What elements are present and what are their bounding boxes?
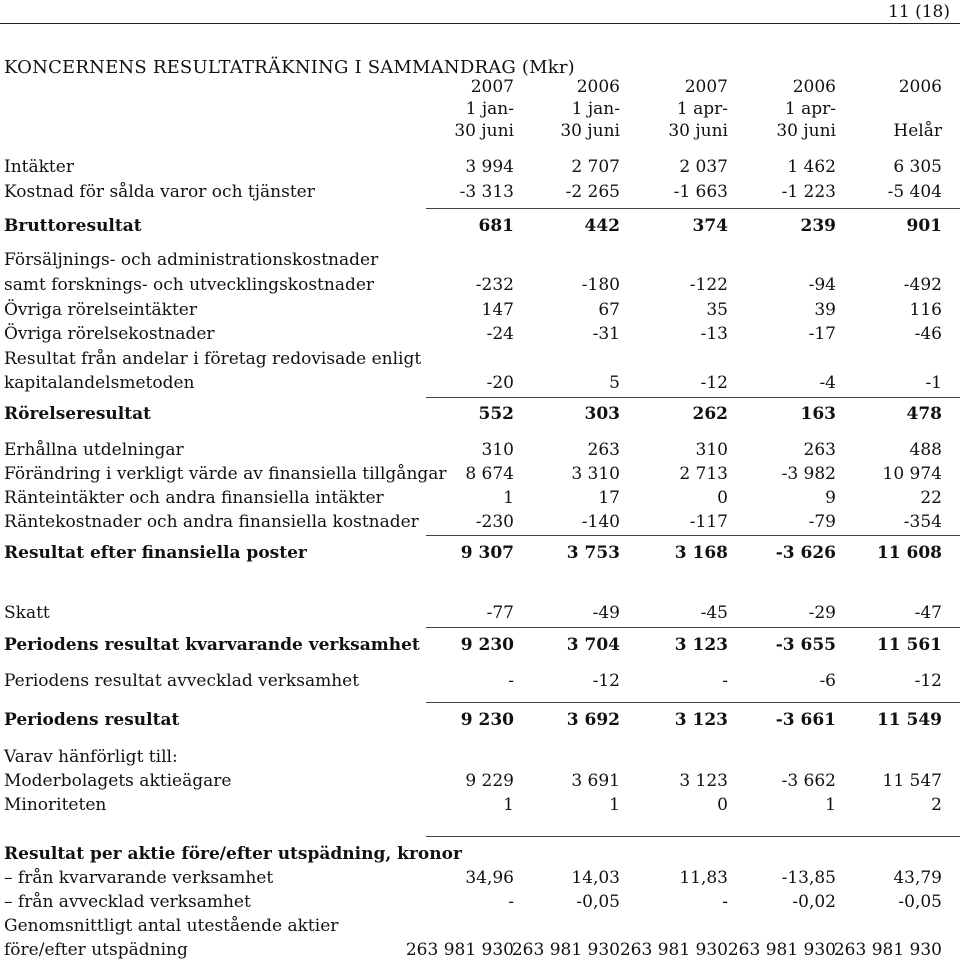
row-value-col-4: -3 626 — [775, 543, 836, 563]
row-label: Skatt — [4, 603, 50, 623]
row-value-col-2: -140 — [581, 512, 620, 532]
row-value-col-1: 552 — [478, 404, 514, 424]
row-value-col-4: -3 655 — [775, 635, 836, 655]
column-header-3-l3: 30 juni — [668, 121, 728, 141]
row-value-col-1: -77 — [486, 603, 514, 623]
row-value-col-4: -4 — [819, 373, 836, 393]
row-value-col-2: -2 265 — [565, 182, 620, 202]
row-label: Resultat från andelar i företag redovisade enligt — [4, 349, 422, 369]
table-row — [0, 867, 960, 889]
row-label: Förändring i verkligt värde av finansiella tillgångar — [4, 464, 447, 484]
row-value-col-1: 310 — [481, 440, 514, 460]
row-value-col-3: - — [722, 892, 728, 912]
row-value-col-5: -5 404 — [887, 182, 942, 202]
row-value-col-2: 17 — [598, 488, 620, 508]
row-value-col-5: 6 305 — [893, 157, 942, 177]
table-row — [0, 602, 960, 624]
row-value-col-4: -0,02 — [792, 892, 836, 912]
row-label: kapitalandelsmetoden — [4, 373, 195, 393]
row-value-col-5: 478 — [906, 404, 942, 424]
row-value-col-1: 9 229 — [465, 771, 514, 791]
row-value-col-3: 35 — [706, 300, 728, 320]
row-value-col-2: 1 — [609, 795, 620, 815]
column-header-1-year: 2007 — [470, 77, 514, 97]
table-row — [0, 215, 960, 237]
table-row — [0, 843, 960, 865]
row-label: Moderbolagets aktieägare — [4, 771, 232, 791]
row-value-col-5: -492 — [903, 275, 942, 295]
table-row — [0, 794, 960, 816]
row-value-col-5: 116 — [909, 300, 942, 320]
row-label: – från kvarvarande verksamhet — [4, 868, 274, 888]
row-value-col-5: 22 — [920, 488, 942, 508]
row-value-col-3: 2 037 — [679, 157, 728, 177]
row-label: – från avvecklad verksamhet — [4, 892, 251, 912]
row-value-col-2: 5 — [609, 373, 620, 393]
row-label: Genomsnittligt antal utestående aktier — [4, 916, 339, 936]
row-value-col-1: 8 674 — [465, 464, 514, 484]
row-value-col-1: -24 — [486, 324, 514, 344]
row-value-col-3: 3 123 — [674, 635, 728, 655]
row-value-col-1: 147 — [481, 300, 514, 320]
row-value-col-4: -29 — [808, 603, 836, 623]
row-value-col-4: 163 — [800, 404, 836, 424]
row-value-col-5: 901 — [906, 216, 942, 236]
row-value-col-2: -31 — [592, 324, 620, 344]
row-value-col-2: 3 753 — [566, 543, 620, 563]
row-value-col-4: -94 — [808, 275, 836, 295]
row-value-col-3: -13 — [700, 324, 728, 344]
column-header-5-year: 2006 — [898, 77, 942, 97]
row-value-col-2: 303 — [584, 404, 620, 424]
row-value-col-5: -46 — [914, 324, 942, 344]
row-value-col-4: -17 — [808, 324, 836, 344]
row-value-col-3: -12 — [700, 373, 728, 393]
row-value-col-5: -0,05 — [898, 892, 942, 912]
row-label: Försäljnings- och administrationskostnader — [4, 250, 379, 270]
row-label: Rörelseresultat — [4, 404, 151, 424]
table-row — [0, 915, 960, 937]
row-value-col-5: 11 561 — [876, 635, 942, 655]
row-value-col-2: -49 — [592, 603, 620, 623]
row-value-col-1: 1 — [503, 488, 514, 508]
row-value-col-4: 9 — [825, 488, 836, 508]
row-value-col-5: -1 — [925, 373, 942, 393]
row-value-col-2: 3 692 — [566, 710, 620, 730]
table-rule — [426, 397, 960, 398]
row-label: Kostnad för sålda varor och tjänster — [4, 182, 315, 202]
row-value-col-3: -1 663 — [673, 182, 728, 202]
row-value-col-3: 11,83 — [679, 868, 728, 888]
table-row — [0, 274, 960, 296]
table-row — [0, 511, 960, 533]
row-label: Bruttoresultat — [4, 216, 142, 236]
row-value-col-1: 9 230 — [460, 635, 514, 655]
row-value-col-5: 11 549 — [876, 710, 942, 730]
row-value-col-2: -180 — [581, 275, 620, 295]
row-label: Periodens resultat avvecklad verksamhet — [4, 671, 360, 691]
report-title: KONCERNENS RESULTATRÄKNING I SAMMANDRAG (Mkr) — [4, 57, 575, 78]
row-label: före/efter utspädning — [4, 940, 188, 960]
row-value-col-4: 239 — [800, 216, 836, 236]
row-value-col-3: 3 123 — [679, 771, 728, 791]
row-label: Periodens resultat — [4, 710, 180, 730]
column-header-1-l2: 1 jan- — [465, 99, 514, 119]
row-value-col-2: 263 981 930 — [511, 940, 620, 960]
table-row — [0, 770, 960, 792]
column-header-4-l3: 30 juni — [776, 121, 836, 141]
row-label: Erhållna utdelningar — [4, 440, 184, 460]
row-value-col-3: -117 — [689, 512, 728, 532]
row-value-col-3: -122 — [689, 275, 728, 295]
row-value-col-1: 1 — [503, 795, 514, 815]
row-value-col-4: -6 — [819, 671, 836, 691]
row-value-col-1: 9 307 — [460, 543, 514, 563]
table-row — [0, 299, 960, 321]
table-row — [0, 634, 960, 656]
row-value-col-5: 488 — [909, 440, 942, 460]
row-value-col-3: 0 — [717, 488, 728, 508]
row-value-col-3: 2 713 — [679, 464, 728, 484]
table-row — [0, 463, 960, 485]
row-value-col-4: 263 — [803, 440, 836, 460]
row-value-col-2: 2 707 — [571, 157, 620, 177]
row-label: Ränteintäkter och andra finansiella intäkter — [4, 488, 384, 508]
row-value-col-5: 10 974 — [882, 464, 942, 484]
row-value-col-2: 67 — [598, 300, 620, 320]
row-value-col-1: 9 230 — [460, 710, 514, 730]
row-label: Resultat per aktie före/efter utspädning, kronor — [4, 844, 462, 864]
row-value-col-2: 14,03 — [571, 868, 620, 888]
table-row — [0, 348, 960, 370]
table-row — [0, 372, 960, 394]
row-value-col-4: 1 — [825, 795, 836, 815]
table-row — [0, 403, 960, 425]
column-header-4-l2: 1 apr- — [784, 99, 836, 119]
row-value-col-2: -12 — [592, 671, 620, 691]
table-rule — [426, 836, 960, 837]
column-header-3-year: 2007 — [684, 77, 728, 97]
table-row — [0, 323, 960, 345]
table-rule — [426, 702, 960, 703]
row-value-col-2: 442 — [584, 216, 620, 236]
row-value-col-1: - — [508, 671, 514, 691]
table-row — [0, 487, 960, 509]
row-value-col-3: 0 — [717, 795, 728, 815]
row-value-col-2: 263 — [587, 440, 620, 460]
row-value-col-1: 34,96 — [465, 868, 514, 888]
table-row — [0, 746, 960, 768]
row-value-col-3: 310 — [695, 440, 728, 460]
row-label: Räntekostnader och andra finansiella kostnader — [4, 512, 419, 532]
row-label: Övriga rörelsekostnader — [4, 324, 215, 344]
row-value-col-4: -1 223 — [781, 182, 836, 202]
row-value-col-4: -13,85 — [781, 868, 836, 888]
row-value-col-3: 374 — [692, 216, 728, 236]
column-header-2-year: 2006 — [576, 77, 620, 97]
row-value-col-5: 263 981 930 — [833, 940, 942, 960]
column-header-3-l2: 1 apr- — [676, 99, 728, 119]
column-header-1-l3: 30 juni — [454, 121, 514, 141]
row-value-col-1: -20 — [486, 373, 514, 393]
row-value-col-2: 3 691 — [571, 771, 620, 791]
table-row — [0, 670, 960, 692]
row-value-col-2: 3 704 — [566, 635, 620, 655]
table-row — [0, 181, 960, 203]
top-rule — [0, 23, 960, 24]
row-value-col-3: 262 — [692, 404, 728, 424]
row-label: samt forsknings- och utvecklingskostnader — [4, 275, 375, 295]
row-value-col-3: 3 168 — [674, 543, 728, 563]
table-row — [0, 709, 960, 731]
table-rule — [426, 627, 960, 628]
table-row — [0, 542, 960, 564]
row-value-col-5: -47 — [914, 603, 942, 623]
row-value-col-4: -3 662 — [781, 771, 836, 791]
row-label: Minoriteten — [4, 795, 107, 815]
row-value-col-1: 263 981 930 — [405, 940, 514, 960]
table-row — [0, 939, 960, 961]
row-value-col-4: -3 661 — [775, 710, 836, 730]
column-header-2-l3: 30 juni — [560, 121, 620, 141]
table-row — [0, 891, 960, 913]
column-header-4-year: 2006 — [792, 77, 836, 97]
row-value-col-1: -230 — [475, 512, 514, 532]
table-rule — [426, 535, 960, 536]
row-value-col-4: 263 981 930 — [727, 940, 836, 960]
table-row — [0, 439, 960, 461]
row-value-col-1: -232 — [475, 275, 514, 295]
row-label: Varav hänförligt till: — [4, 747, 178, 767]
page-number: 11 (18) — [888, 2, 950, 22]
row-value-col-1: -3 313 — [459, 182, 514, 202]
column-header-5-l3: Helår — [893, 121, 942, 141]
row-value-col-5: 2 — [931, 795, 942, 815]
row-value-col-1: 3 994 — [465, 157, 514, 177]
table-row — [0, 156, 960, 178]
table-rule — [426, 208, 960, 209]
row-value-col-4: 39 — [814, 300, 836, 320]
row-label: Intäkter — [4, 157, 74, 177]
row-value-col-5: -354 — [903, 512, 942, 532]
table-row — [0, 249, 960, 271]
row-label: Resultat efter finansiella poster — [4, 543, 307, 563]
row-value-col-4: 1 462 — [787, 157, 836, 177]
row-value-col-5: 11 547 — [882, 771, 942, 791]
row-value-col-3: 263 981 930 — [619, 940, 728, 960]
row-value-col-5: -12 — [914, 671, 942, 691]
row-value-col-3: -45 — [700, 603, 728, 623]
row-label: Periodens resultat kvarvarande verksamhet — [4, 635, 420, 655]
row-value-col-3: - — [722, 671, 728, 691]
row-value-col-5: 43,79 — [893, 868, 942, 888]
row-value-col-4: -3 982 — [781, 464, 836, 484]
row-value-col-5: 11 608 — [876, 543, 942, 563]
row-value-col-1: - — [508, 892, 514, 912]
row-value-col-4: -79 — [808, 512, 836, 532]
row-value-col-3: 3 123 — [674, 710, 728, 730]
column-header-2-l2: 1 jan- — [571, 99, 620, 119]
row-value-col-2: -0,05 — [576, 892, 620, 912]
row-label: Övriga rörelseintäkter — [4, 300, 197, 320]
row-value-col-2: 3 310 — [571, 464, 620, 484]
row-value-col-1: 681 — [478, 216, 514, 236]
